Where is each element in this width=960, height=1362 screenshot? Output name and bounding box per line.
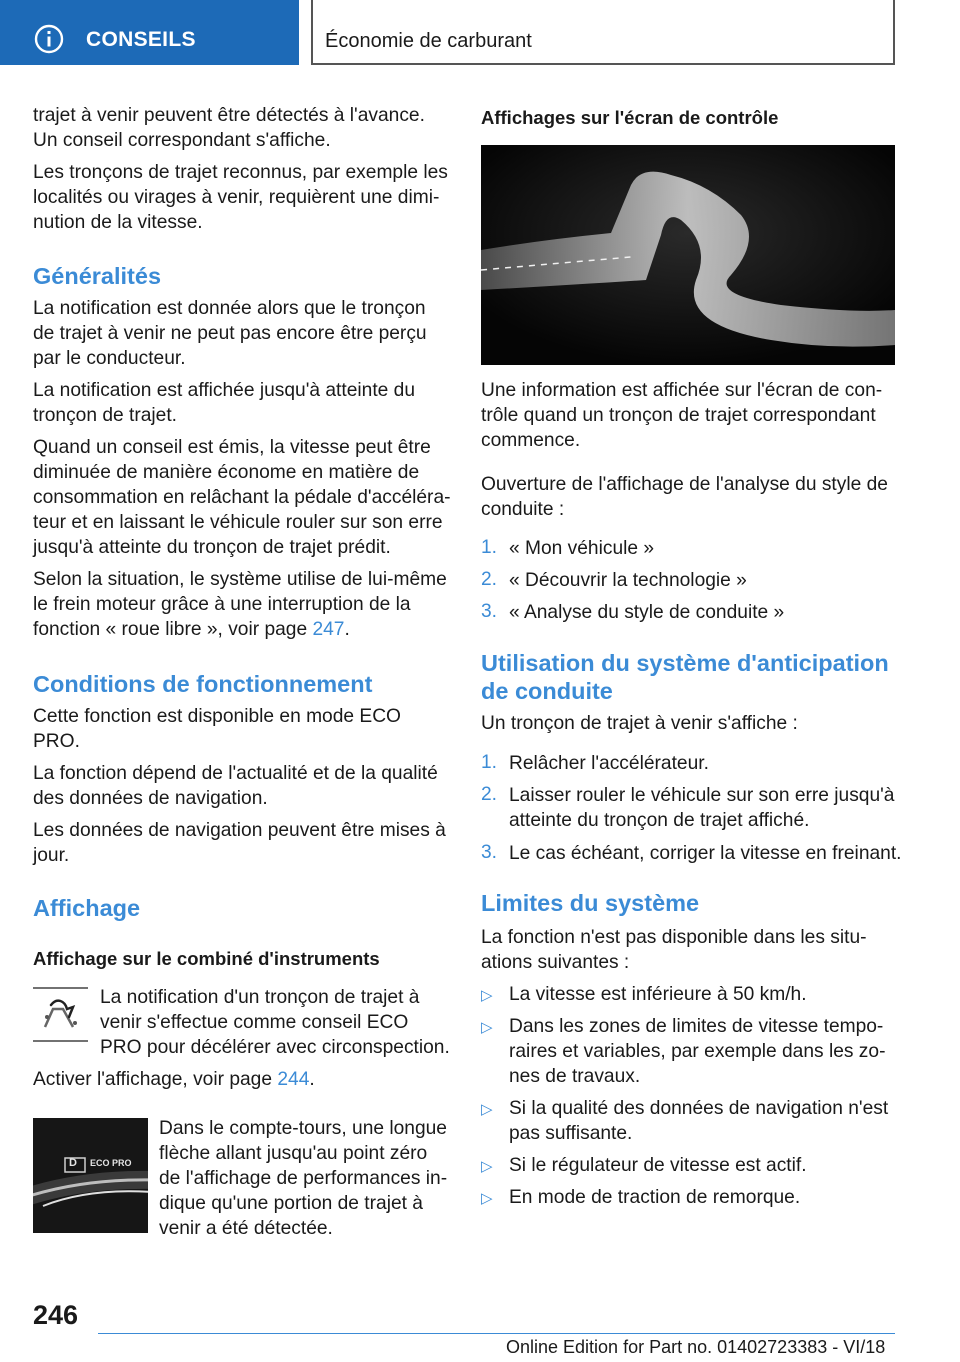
paragraph-line: Une information est affichée sur l'écran de con- xyxy=(481,380,883,401)
paragraph-line: localités ou virages à venir, requièrent une dimi- xyxy=(33,187,440,208)
paragraph-line: PRO pour décélérer avec circonspection. xyxy=(100,1037,450,1058)
paragraph-line: nution de la vitesse. xyxy=(33,212,203,233)
bullet-text: Dans les zones de limites de vitesse tempo- xyxy=(509,1016,884,1037)
bullet-text: raires et variables, par exemple dans les zo- xyxy=(509,1041,886,1062)
paragraph-line: Un tronçon de trajet à venir s'affiche : xyxy=(481,713,798,734)
bullet-text: pas suffisante. xyxy=(509,1123,633,1144)
bullet-icon: ▷ xyxy=(481,1101,493,1118)
step-number: 1. xyxy=(481,752,498,773)
paragraph-line: tronçon de trajet. xyxy=(33,405,177,426)
heading-utilisation: Utilisation du système d'anticipation xyxy=(481,650,889,676)
edition-label: Online Edition for Part no. 01402723383 - VI/18 xyxy=(506,1337,886,1357)
paragraph-line: teur et en laissant le véhicule rouler sur son erre xyxy=(33,512,443,533)
heading-conditions: Conditions de fonctionnement xyxy=(33,671,373,697)
bullet-text: Si la qualité des données de navigation n'est xyxy=(509,1098,889,1119)
heading-affichage: Affichage xyxy=(33,895,141,921)
paragraph-line: ations suivantes : xyxy=(481,952,630,973)
paragraph-line: Les données de navigation peuvent être mises à xyxy=(33,820,446,841)
eco-pro-label: ECO PRO xyxy=(90,1158,132,1168)
rev-counter-graphic xyxy=(33,1118,148,1233)
paragraph-line: jusqu'à atteinte du tronçon de trajet prédit. xyxy=(33,537,391,558)
step-number: 3. xyxy=(481,601,498,622)
road-graphic xyxy=(481,145,895,365)
paragraph-line: flèche allant jusqu'au point zéro xyxy=(159,1143,428,1164)
step-text: atteinte du tronçon de trajet affiché. xyxy=(509,810,810,831)
paragraph-line: Les tronçons de trajet reconnus, par exemple les xyxy=(33,162,448,183)
paragraph-line: trajet à venir peuvent être détectés à l'avance. xyxy=(33,105,425,126)
heading-ecran: Affichages sur l'écran de contrôle xyxy=(481,107,779,128)
rev-counter-image xyxy=(33,1118,148,1233)
heading-generalites: Généralités xyxy=(33,263,162,289)
step-text: « Mon véhicule » xyxy=(509,538,655,559)
paragraph-line: La notification est affichée jusqu'à atteinte du xyxy=(33,380,415,401)
paragraph-line: Ouverture de l'affichage de l'analyse du style de xyxy=(481,474,888,495)
paragraph-line: trôle quand un tronçon de trajet correspondant xyxy=(481,405,876,426)
page-link-244[interactable]: 244 xyxy=(277,1069,310,1090)
road-display-image xyxy=(481,145,895,365)
heading-combine: Affichage sur le combiné d'instruments xyxy=(33,948,380,969)
paragraph-line: La fonction dépend de l'actualité et de la qualité xyxy=(33,763,438,784)
paragraph-line: jour. xyxy=(33,845,70,866)
paragraph-line: Cette fonction est disponible en mode ECO xyxy=(33,706,401,727)
text: . xyxy=(344,619,350,640)
paragraph-line xyxy=(33,617,350,643)
section-label: CONSEILS xyxy=(86,28,196,51)
paragraph-line: de l'affichage de performances in- xyxy=(159,1168,448,1189)
paragraph-line: La notification est donnée alors que le tronçon xyxy=(33,298,426,319)
paragraph-line: venir s'effectue comme conseil ECO xyxy=(100,1012,409,1033)
bullet-icon: ▷ xyxy=(481,1190,493,1207)
text: . xyxy=(309,1069,315,1090)
chapter-title: Économie de carburant xyxy=(325,30,532,52)
paragraph-line: le frein moteur grâce à une interruption de la xyxy=(33,594,411,615)
info-icon xyxy=(34,24,64,54)
paragraph-line: La fonction n'est pas disponible dans les situ- xyxy=(481,927,867,948)
gear-indicator: D xyxy=(69,1157,77,1169)
step-text: Laisser rouler le véhicule sur son erre jusqu'à xyxy=(509,785,895,806)
bullet-text: En mode de traction de remorque. xyxy=(509,1187,801,1208)
step-number: 3. xyxy=(481,842,498,863)
paragraph-line: conduite : xyxy=(481,499,565,520)
paragraph-line: Selon la situation, le système utilise de lui-même xyxy=(33,569,447,590)
paragraph-line: venir a été détectée. xyxy=(159,1218,333,1239)
heading-limites: Limites du système xyxy=(481,890,700,916)
step-text: « Découvrir la technologie » xyxy=(509,570,747,591)
step-text: Le cas échéant, corriger la vitesse en freinant. xyxy=(509,843,902,864)
paragraph-line: La notification d'un tronçon de trajet à xyxy=(100,987,420,1008)
step-text: « Analyse du style de conduite » xyxy=(509,602,785,623)
step-number: 2. xyxy=(481,784,498,805)
paragraph-line: des données de navigation. xyxy=(33,788,268,809)
bullet-icon: ▷ xyxy=(481,1158,493,1175)
page-link-247[interactable]: 247 xyxy=(312,619,345,640)
step-number: 2. xyxy=(481,569,498,590)
paragraph-line: diminuée de manière économe en matière de xyxy=(33,462,420,483)
bullet-icon: ▷ xyxy=(481,1019,493,1036)
step-number: 1. xyxy=(481,537,498,558)
paragraph-line: Quand un conseil est émis, la vitesse peut être xyxy=(33,437,431,458)
paragraph-line: commence. xyxy=(481,430,581,451)
footer-rule xyxy=(98,1333,895,1334)
paragraph-line: de trajet à venir ne peut pas encore être perçu xyxy=(33,323,427,344)
paragraph-line: PRO. xyxy=(33,731,80,752)
road-warning-icon xyxy=(33,987,88,1042)
heading-utilisation-cont: de conduite xyxy=(481,678,613,704)
paragraph-line: Un conseil correspondant s'affiche. xyxy=(33,130,331,151)
paragraph-line: dique qu'une portion de trajet à xyxy=(159,1193,423,1214)
text: Activer l'affichage, voir page xyxy=(33,1069,278,1090)
bullet-text: nes de travaux. xyxy=(509,1066,641,1087)
bullet-text: Si le régulateur de vitesse est actif. xyxy=(509,1155,807,1176)
step-text: Relâcher l'accélérateur. xyxy=(509,753,709,774)
paragraph-line: par le conducteur. xyxy=(33,348,186,369)
text: fonction « roue libre », voir page xyxy=(33,619,313,640)
paragraph-line: Dans le compte-tours, une longue xyxy=(159,1118,447,1139)
paragraph-line xyxy=(33,1067,315,1093)
bullet-text: La vitesse est inférieure à 50 km/h. xyxy=(509,984,807,1005)
page-number: 246 xyxy=(33,1300,79,1330)
paragraph-line: consommation en relâchant la pédale d'accéléra- xyxy=(33,487,451,508)
bullet-icon: ▷ xyxy=(481,987,493,1004)
